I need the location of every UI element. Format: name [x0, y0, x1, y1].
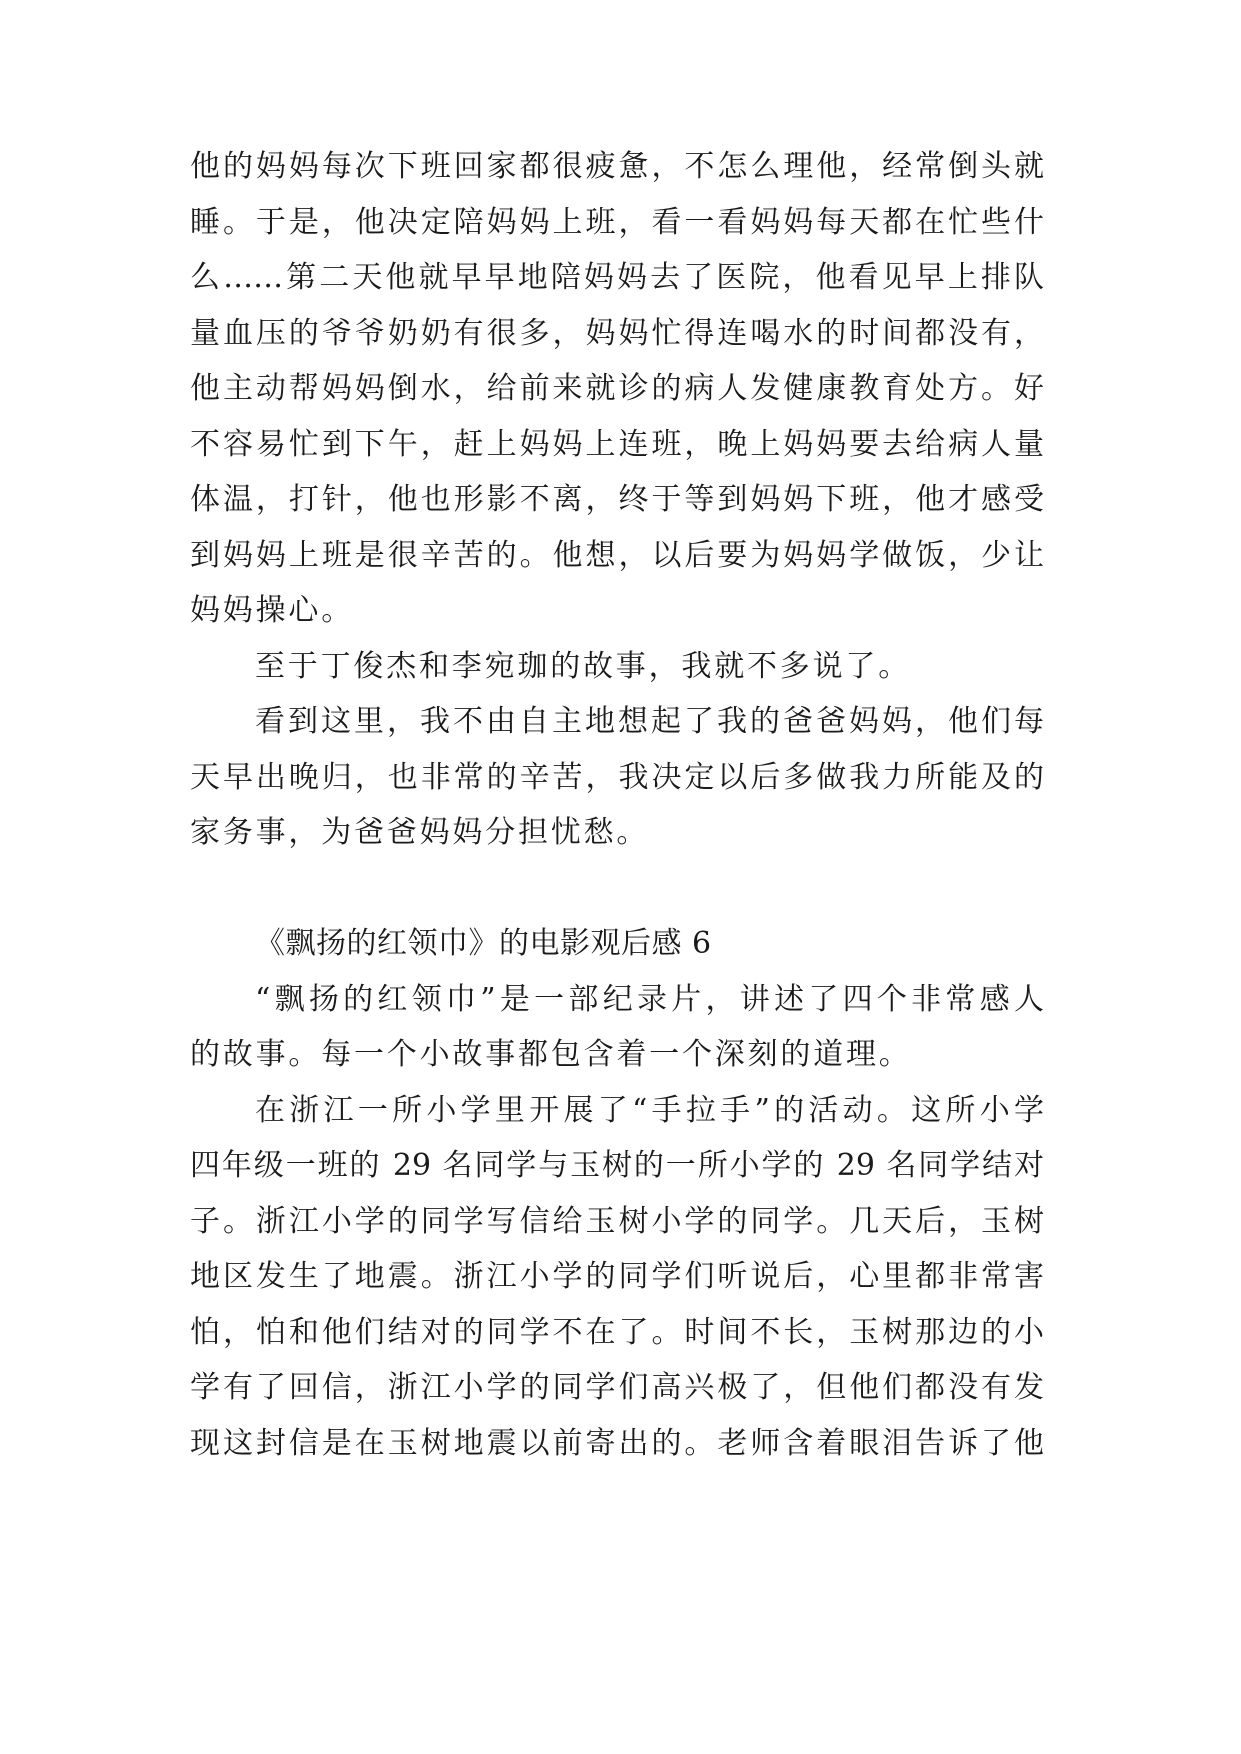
body-text-line: 妈妈操心。 [190, 593, 354, 628]
body-text-line: 睡。于是，他决定陪妈妈上班，看一看妈妈每天都在忙些什 [190, 205, 1044, 240]
body-text-line: 体温，打针，他也形影不离，终于等到妈妈下班，他才感受 [190, 482, 1044, 517]
body-text-line: 他的妈妈每次下班回家都很疲惫，不怎么理他，经常倒头就 [190, 149, 1044, 184]
body-text-line: “飘扬的红领巾”是一部纪录片，讲述了四个非常感人 [255, 982, 1044, 1017]
body-text-line: 他主动帮妈妈倒水，给前来就诊的病人发健康教育处方。好 [190, 371, 1044, 406]
body-text-line: 的故事。每一个小故事都包含着一个深刻的道理。 [190, 1037, 912, 1072]
body-paragraph: 至于丁俊杰和李宛珈的故事，我就不多说了。 [255, 649, 911, 684]
body-text-line: 在浙江一所小学里开展了“手拉手”的活动。这所小学 [255, 1093, 1044, 1128]
body-text-line: 家务事，为爸爸妈妈分担忧愁。 [190, 815, 650, 850]
body-text-line: 量血压的爷爷奶奶有很多，妈妈忙得连喝水的时间都没有， [190, 316, 1044, 351]
body-text-line: 地区发生了地震。浙江小学的同学们听说后，心里都非常害 [190, 1259, 1044, 1294]
body-text-line: 学有了回信，浙江小学的同学们高兴极了，但他们都没有发 [190, 1370, 1044, 1405]
body-text-line: 看到这里，我不由自主地想起了我的爸爸妈妈，他们每 [255, 704, 1044, 739]
section-title: 《飘扬的红领巾》的电影观后感 6 [255, 926, 712, 961]
body-text-line: 不容易忙到下午，赶上妈妈上连班，晚上妈妈要去给病人量 [190, 427, 1044, 462]
body-text-line: 天早出晚归，也非常的辛苦，我决定以后多做我力所能及的 [190, 760, 1044, 795]
body-text-line: 到妈妈上班是很辛苦的。他想，以后要为妈妈学做饭，少让 [190, 538, 1044, 573]
body-text-line: 四年级一班的 29 名同学与玉树的一所小学的 29 名同学结对 [190, 1148, 1044, 1183]
body-text-line: 怕，怕和他们结对的同学不在了。时间不长，玉树那边的小 [190, 1315, 1044, 1350]
body-text-line: 么……第二天他就早早地陪妈妈去了医院，他看见早上排队 [190, 260, 1044, 295]
body-text-line: 子。浙江小学的同学写信给玉树小学的同学。几天后，玉树 [190, 1204, 1044, 1239]
body-text-line: 现这封信是在玉树地震以前寄出的。老师含着眼泪告诉了他 [190, 1426, 1044, 1461]
